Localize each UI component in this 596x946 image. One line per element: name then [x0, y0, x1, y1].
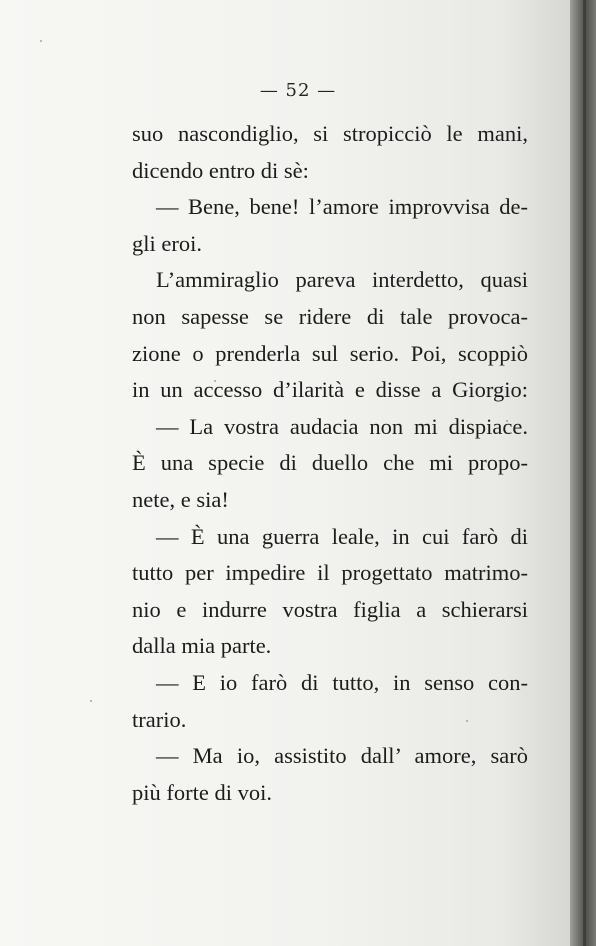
book-edge-line [583, 0, 586, 946]
text-line: dicendo entro di sè: [132, 157, 309, 183]
text-line: — Bene, bene! l’amore improvvisa de- [156, 194, 528, 220]
text-line: dalla mia parte. [132, 633, 272, 659]
text-line: tutto per impedire il progettato matrimo- [132, 560, 528, 586]
text-line: nio e indurre vostra figlia a schierarsi [132, 596, 528, 622]
text-line: suo nascondiglio, si stropicciò le mani, [132, 121, 528, 146]
page-number: — 52 — [259, 80, 337, 101]
text-line: — E io farò di tutto, in senso con- [156, 669, 528, 695]
text-line: non sapesse se ridere di tale provoca- [132, 303, 528, 329]
text-line: È una specie di duello che mi propo- [132, 450, 528, 476]
text-line: zione o prenderla sul serio. Poi, scoppiò [132, 340, 528, 366]
text-line: L’ammiraglio pareva interdetto, quasi [156, 267, 528, 293]
text-line: gli eroi. [132, 230, 202, 256]
text-line: nete, e sia! [132, 486, 229, 512]
text-line: — Ma io, assistito dall’ amore, sarò [156, 743, 528, 769]
paper-speck [90, 700, 92, 702]
body-text [132, 116, 528, 811]
text-line: in un accesso d’ilarità e disse a Giorgio: [132, 377, 528, 403]
text-line: trario. [132, 706, 187, 732]
paper-speck [40, 40, 42, 42]
text-line: — La vostra audacia non mi dispiace. [156, 413, 528, 439]
text-line: — È una guerra leale, in cui farò di [156, 523, 528, 549]
text-line: più forte di voi. [132, 779, 272, 805]
